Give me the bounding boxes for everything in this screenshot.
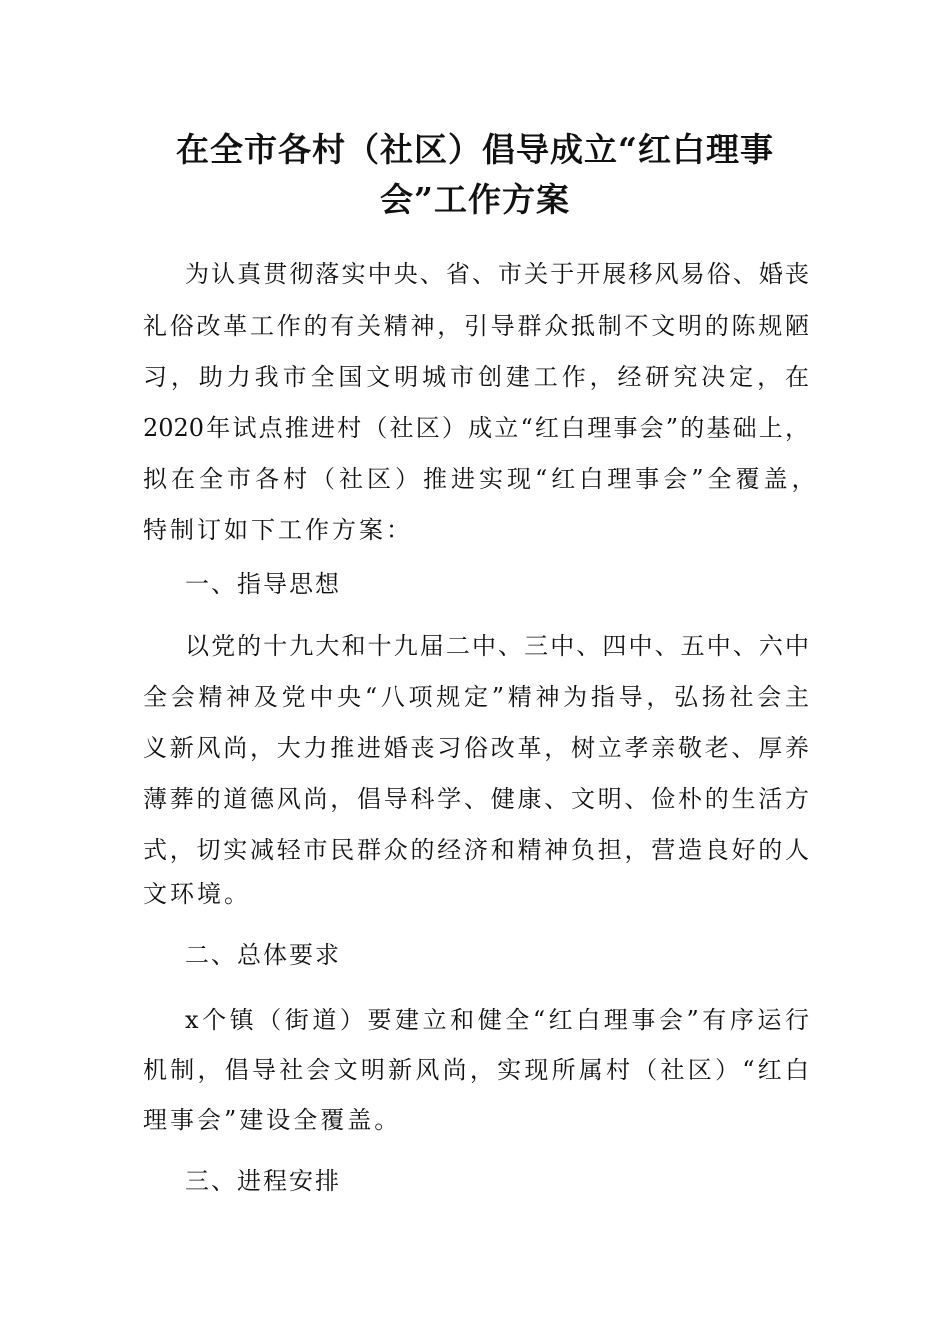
- section1-line: 文环境。: [143, 880, 251, 908]
- intro-line: 特制订如下工作方案：: [143, 516, 413, 544]
- document-title-line-2: 会”工作方案: [380, 180, 570, 219]
- section2-line: x个镇（街道）要建立和健全“红白理事会”有序运行: [185, 1006, 809, 1034]
- section-heading-schedule: 三、进程安排: [185, 1167, 341, 1195]
- intro-line: 礼俗改革工作的有关精神，引导群众抵制不文明的陈规陋: [143, 312, 809, 340]
- intro-line: 拟在全市各村（社区）推进实现“红白理事会”全覆盖，: [143, 465, 820, 493]
- intro-line: 习，助力我市全国文明城市创建工作，经研究决定，在: [143, 363, 809, 391]
- section2-line: 理事会”建设全覆盖。: [143, 1106, 402, 1134]
- intro-line: 2020年试点推进村（社区）成立“红白理事会”的基础上，: [143, 414, 809, 442]
- section1-line: 以党的十九大和十九届二中、三中、四中、五中、六中: [185, 632, 809, 660]
- section-heading-guiding-ideology: 一、指导思想: [185, 570, 341, 598]
- section1-line: 义新风尚，大力推进婚丧习俗改革，树立孝亲敬老、厚养: [143, 734, 809, 762]
- section1-line: 全会精神及党中央“八项规定”精神为指导，弘扬社会主: [143, 683, 809, 711]
- document-title-line-1: 在全市各村（社区）倡导成立“红白理事: [176, 130, 774, 169]
- section-heading-general-requirements: 二、总体要求: [185, 941, 341, 969]
- section1-line: 式，切实减轻市民群众的经济和精神负担，营造良好的人: [143, 836, 809, 864]
- intro-line: 为认真贯彻落实中央、省、市关于开展移风易俗、婚丧: [185, 260, 809, 288]
- section2-line: 机制，倡导社会文明新风尚，实现所属村（社区）“红白: [143, 1056, 809, 1084]
- section1-line: 薄葬的道德风尚，倡导科学、健康、文明、俭朴的生活方: [143, 785, 809, 813]
